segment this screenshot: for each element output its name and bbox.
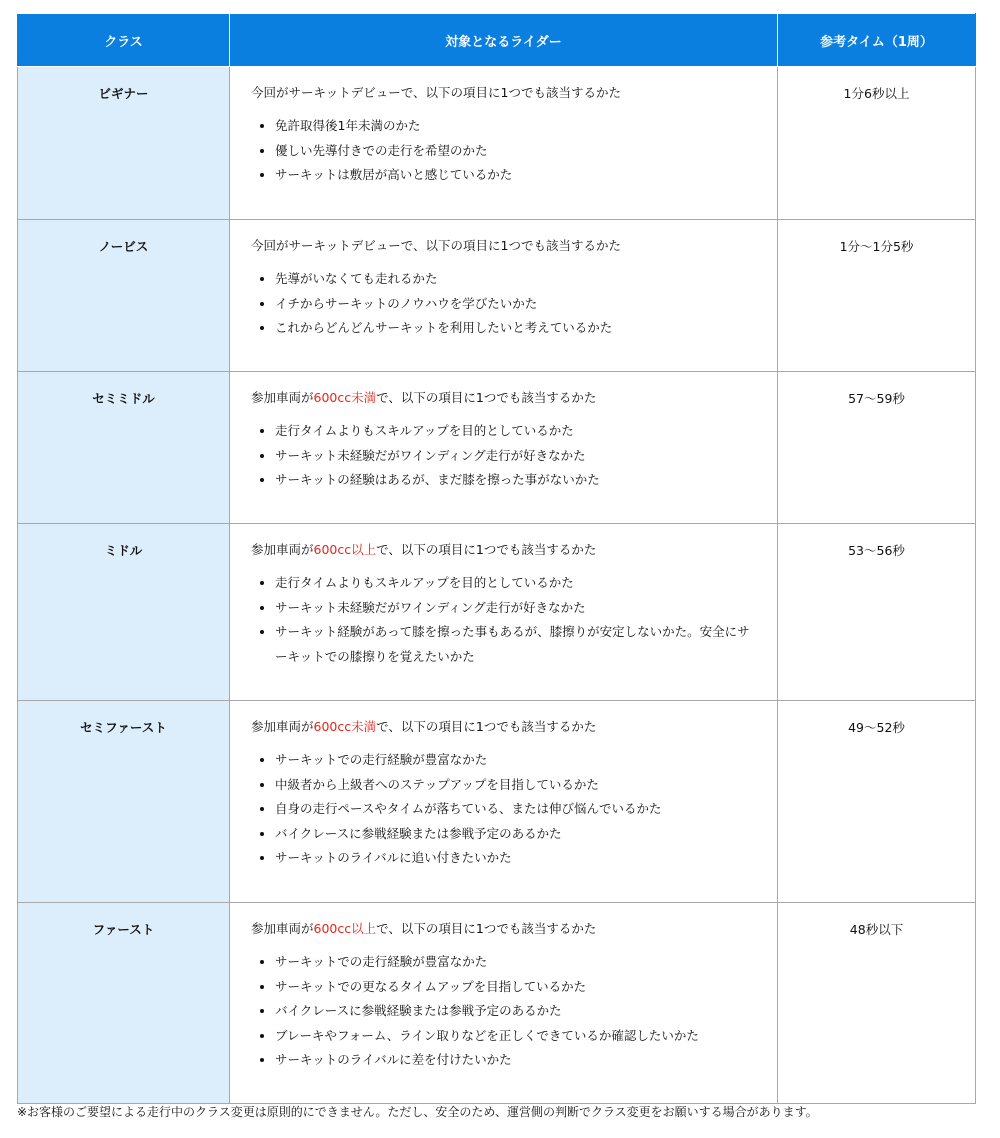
reference-time-cell: 53〜56秒 [778,524,976,701]
criteria-list [251,114,759,188]
intro-text-lead: 参加車両が [251,921,314,936]
reference-time-cell: 57〜59秒 [778,372,976,524]
list-item: • 中級者から上級者へのステップアップを目指しているかた [275,773,759,798]
list-item: • 先導がいなくても走れるかた [275,267,759,292]
header-target-rider: 対象となるライダー [230,14,778,67]
displacement-highlight: 600cc未満 [313,390,377,405]
list-item: • サーキットは敷居が高いと感じているかた [275,163,759,188]
intro-text [251,237,759,255]
list-item: • サーキット未経験だがワインディング走行が好きなかた [275,596,759,621]
intro-text-lead: 参加車両が [251,390,314,405]
table-row [18,67,976,220]
table-row [18,903,976,1104]
list-item: • サーキットのライバルに差を付けたいかた [275,1048,759,1073]
target-rider-cell [230,67,778,220]
class-name-cell: セミファースト [18,701,230,903]
intro-text [251,541,759,559]
target-rider-cell [230,701,778,903]
intro-text-tail: で、以下の項目に1つでも該当するかた [376,542,597,557]
displacement-highlight: 600cc以上 [313,542,377,557]
class-table [17,13,976,1104]
table-row [18,524,976,701]
intro-text [251,920,759,938]
list-item: • 自身の走行ペースやタイムが落ちている、または伸び悩んでいるかた [275,797,759,822]
footnote: ※お客様のご要望による走行中のクラス変更は原則的にできません。ただし、安全のため、運営側の判断でクラス変更をお願いする場合があります。 [17,1105,818,1119]
class-name-cell: ノービス [18,220,230,372]
list-item: • サーキット経験があって膝を擦った事もあるが、膝擦りが安定しないかた。安全にサーキットでの膝擦りを覚えたいかた [275,620,759,669]
list-item: • サーキット未経験だがワインディング走行が好きなかた [275,444,759,469]
intro-text-lead: 今回がサーキットデビューで、以下の項目に1つでも該当するかた [251,238,621,253]
table-row [18,701,976,903]
criteria-list [251,419,759,493]
table-body [18,67,976,1104]
class-name-cell: ファースト [18,903,230,1104]
intro-text [251,718,759,736]
list-item: • 免許取得後1年未満のかた [275,114,759,139]
criteria-list [251,748,759,871]
header-reference-time: 参考タイム（1周） [778,14,976,67]
intro-text [251,389,759,407]
reference-time-cell: 1分6秒以上 [778,67,976,220]
header-class: クラス [18,14,230,67]
list-item: • バイクレースに参戦経験または参戦予定のあるかた [275,822,759,847]
list-item: • 走行タイムよりもスキルアップを目的としているかた [275,419,759,444]
list-item: • サーキットでの走行経験が豊富なかた [275,748,759,773]
table-row [18,372,976,524]
list-item: • サーキットでの走行経験が豊富なかた [275,950,759,975]
class-name-cell: ミドル [18,524,230,701]
intro-text-lead: 参加車両が [251,542,314,557]
list-item: • サーキットの経験はあるが、まだ膝を擦った事がないかた [275,468,759,493]
target-rider-cell [230,524,778,701]
list-item: • サーキットのライバルに追い付きたいかた [275,846,759,871]
reference-time-cell: 48秒以下 [778,903,976,1104]
list-item: • サーキットでの更なるタイムアップを目指しているかた [275,975,759,1000]
criteria-list [251,267,759,341]
target-rider-cell [230,372,778,524]
intro-text-tail: で、以下の項目に1つでも該当するかた [376,921,597,936]
list-item: • イチからサーキットのノウハウを学びたいかた [275,292,759,317]
displacement-highlight: 600cc未満 [313,719,377,734]
criteria-list [251,950,759,1073]
class-name-cell: セミミドル [18,372,230,524]
intro-text-tail: で、以下の項目に1つでも該当するかた [376,719,597,734]
intro-text [251,84,759,102]
criteria-list [251,571,759,669]
table-header-row [18,14,976,67]
list-item: • ブレーキやフォーム、ライン取りなどを正しくできているか確認したいかた [275,1024,759,1049]
list-item: • バイクレースに参戦経験または参戦予定のあるかた [275,999,759,1024]
reference-time-cell: 1分〜1分5秒 [778,220,976,372]
class-name-cell: ビギナー [18,67,230,220]
intro-text-lead: 参加車両が [251,719,314,734]
intro-text-lead: 今回がサーキットデビューで、以下の項目に1つでも該当するかた [251,85,621,100]
intro-text-tail: で、以下の項目に1つでも該当するかた [376,390,597,405]
reference-time-cell: 49〜52秒 [778,701,976,903]
target-rider-cell [230,220,778,372]
target-rider-cell [230,903,778,1104]
list-item: • 走行タイムよりもスキルアップを目的としているかた [275,571,759,596]
list-item: • 優しい先導付きでの走行を希望のかた [275,139,759,164]
displacement-highlight: 600cc以上 [313,921,377,936]
list-item: • これからどんどんサーキットを利用したいと考えているかた [275,316,759,341]
table-row [18,220,976,372]
